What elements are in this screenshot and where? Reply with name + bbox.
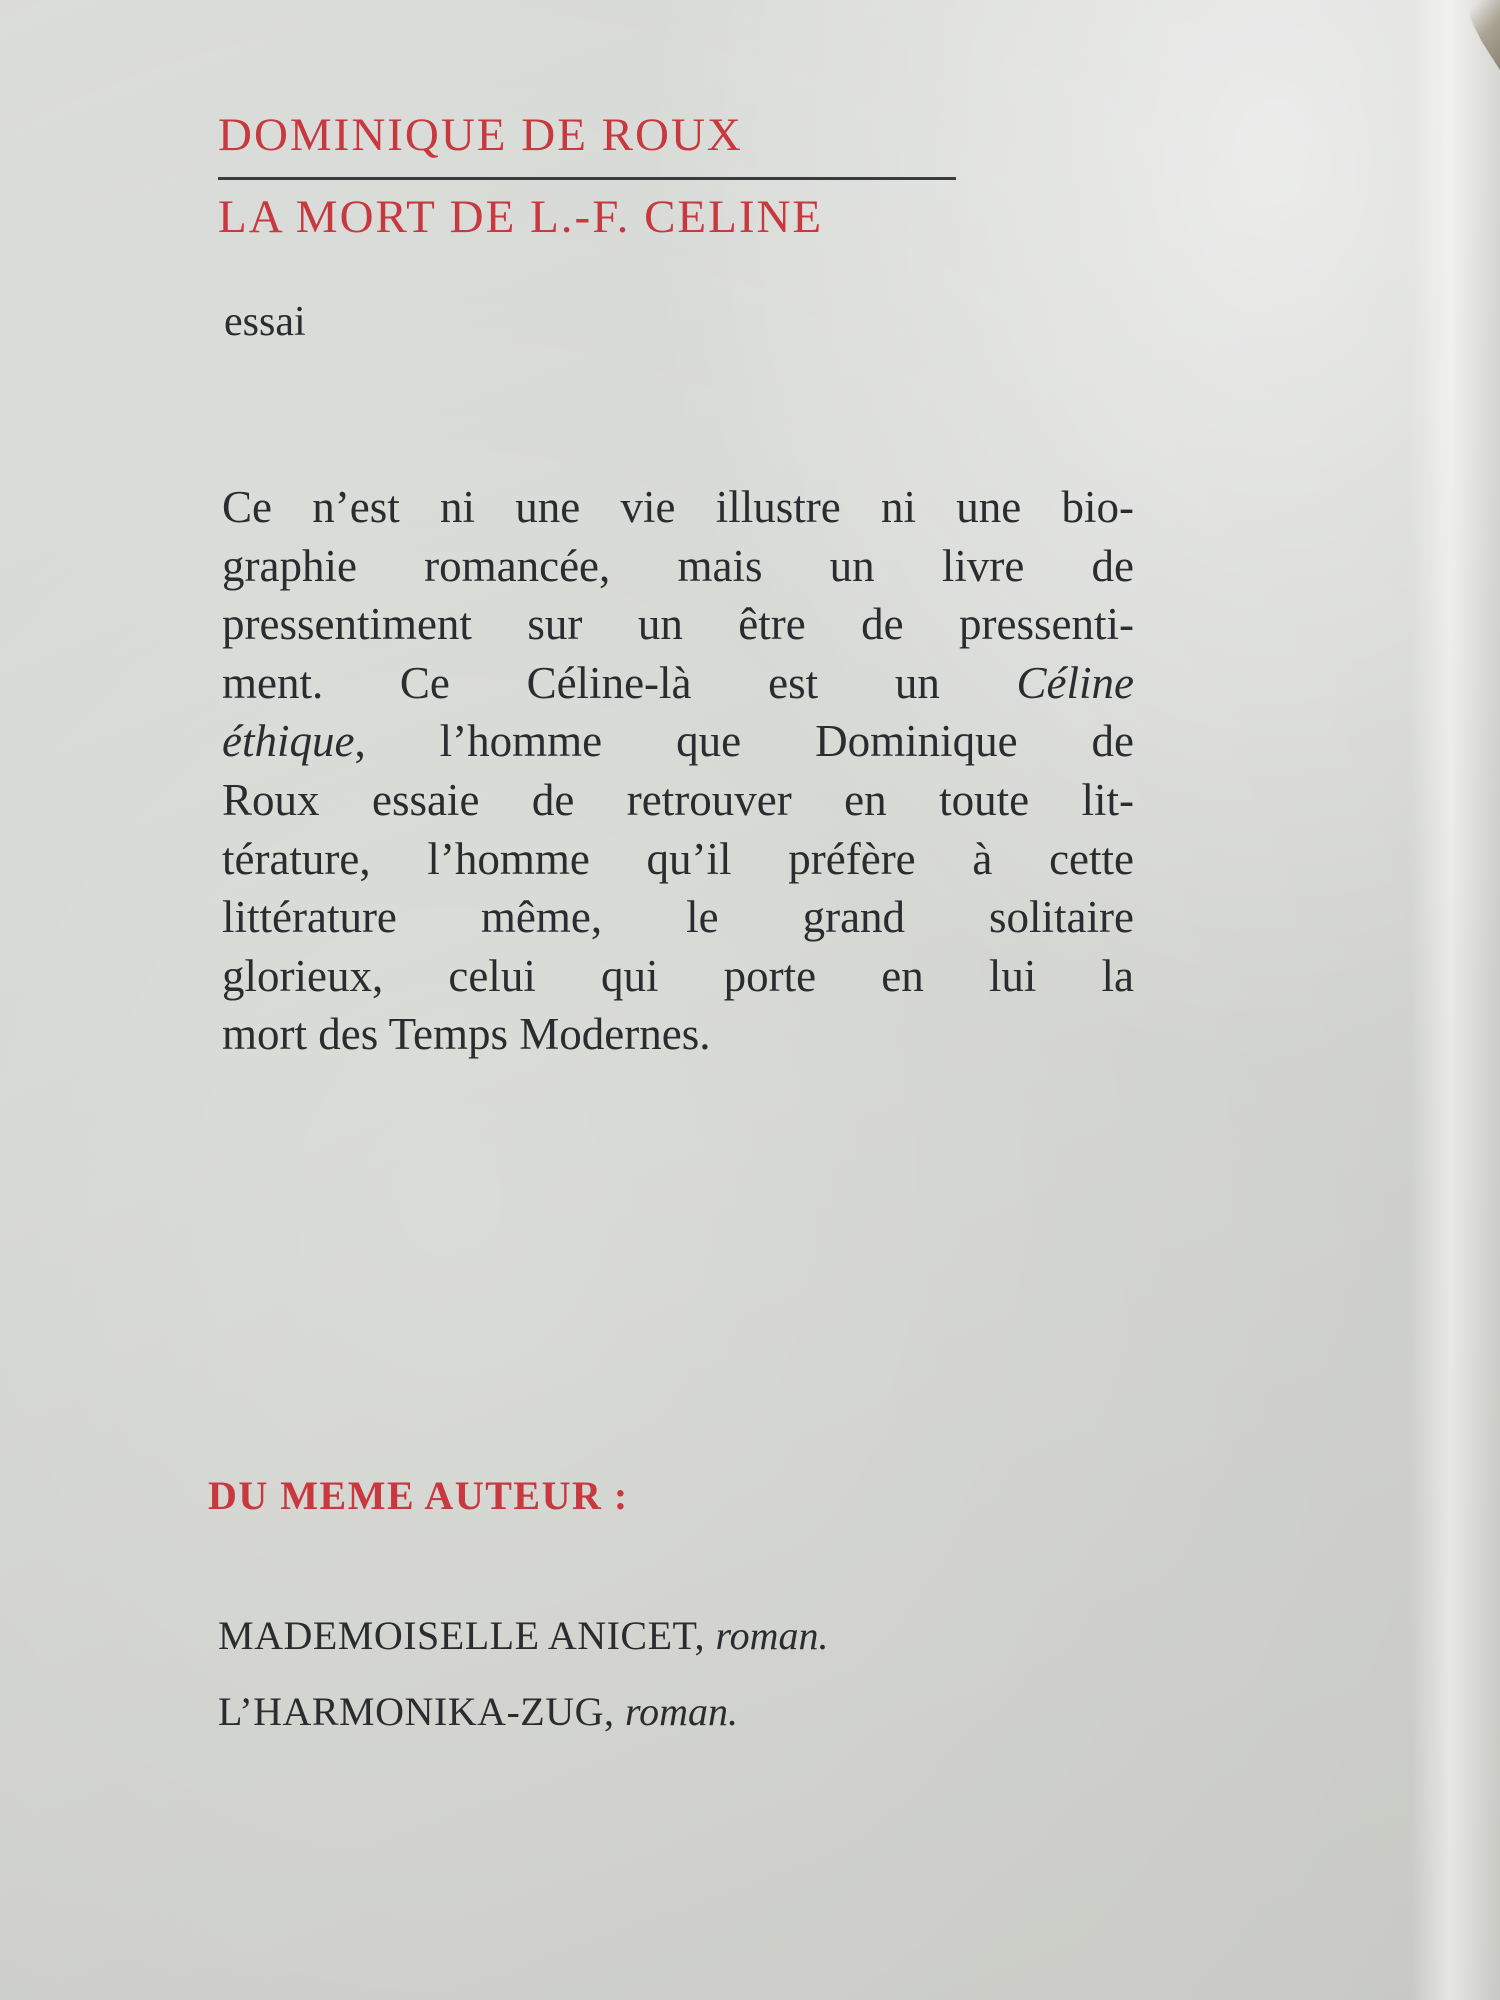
- bibliography-item: [218, 1688, 738, 1735]
- blurb-line: [222, 712, 1134, 771]
- work-genre: roman.: [715, 1613, 829, 1658]
- blurb-line: [222, 654, 1134, 713]
- work-title: MADEMOISELLE ANICET,: [218, 1613, 705, 1658]
- blurb-text: , l’homme que Dominique de: [354, 716, 1134, 767]
- blurb-text: ment. Ce Céline-là est un: [222, 657, 1017, 708]
- blurb-paragraph: [222, 478, 1134, 1064]
- blurb-italic: éthique: [222, 716, 355, 767]
- work-genre: roman.: [625, 1689, 738, 1734]
- blurb-line: Roux essaie de retrouver en toute lit-: [222, 774, 1134, 825]
- blurb-line: mort des Temps Modernes.: [222, 1009, 711, 1060]
- same-author-heading: DU MEME AUTEUR :: [208, 1473, 629, 1518]
- blurb-italic: Céline: [1016, 657, 1134, 708]
- blurb-line: glorieux, celui qui porte en lui la: [222, 950, 1134, 1001]
- author-name: DOMINIQUE DE ROUX: [218, 109, 743, 161]
- genre-label: essai: [224, 299, 306, 345]
- blurb-line: pressentiment sur un être de pressenti-: [222, 599, 1134, 650]
- blurb-line: littérature même, le grand solitaire: [222, 892, 1134, 943]
- page-edge-shading: [1410, 0, 1500, 2000]
- blurb-line: Ce n’est ni une vie illustre ni une bio-: [222, 482, 1134, 532]
- blurb-line: térature, l’homme qu’il préfère à cette: [222, 833, 1134, 884]
- bibliography-item: [218, 1612, 828, 1659]
- title-divider: [218, 177, 956, 180]
- work-title: L’HARMONIKA-ZUG,: [218, 1689, 615, 1734]
- book-title: LA MORT DE L.-F. CELINE: [218, 191, 824, 243]
- blurb-line: graphie romancée, mais un livre de: [222, 540, 1134, 591]
